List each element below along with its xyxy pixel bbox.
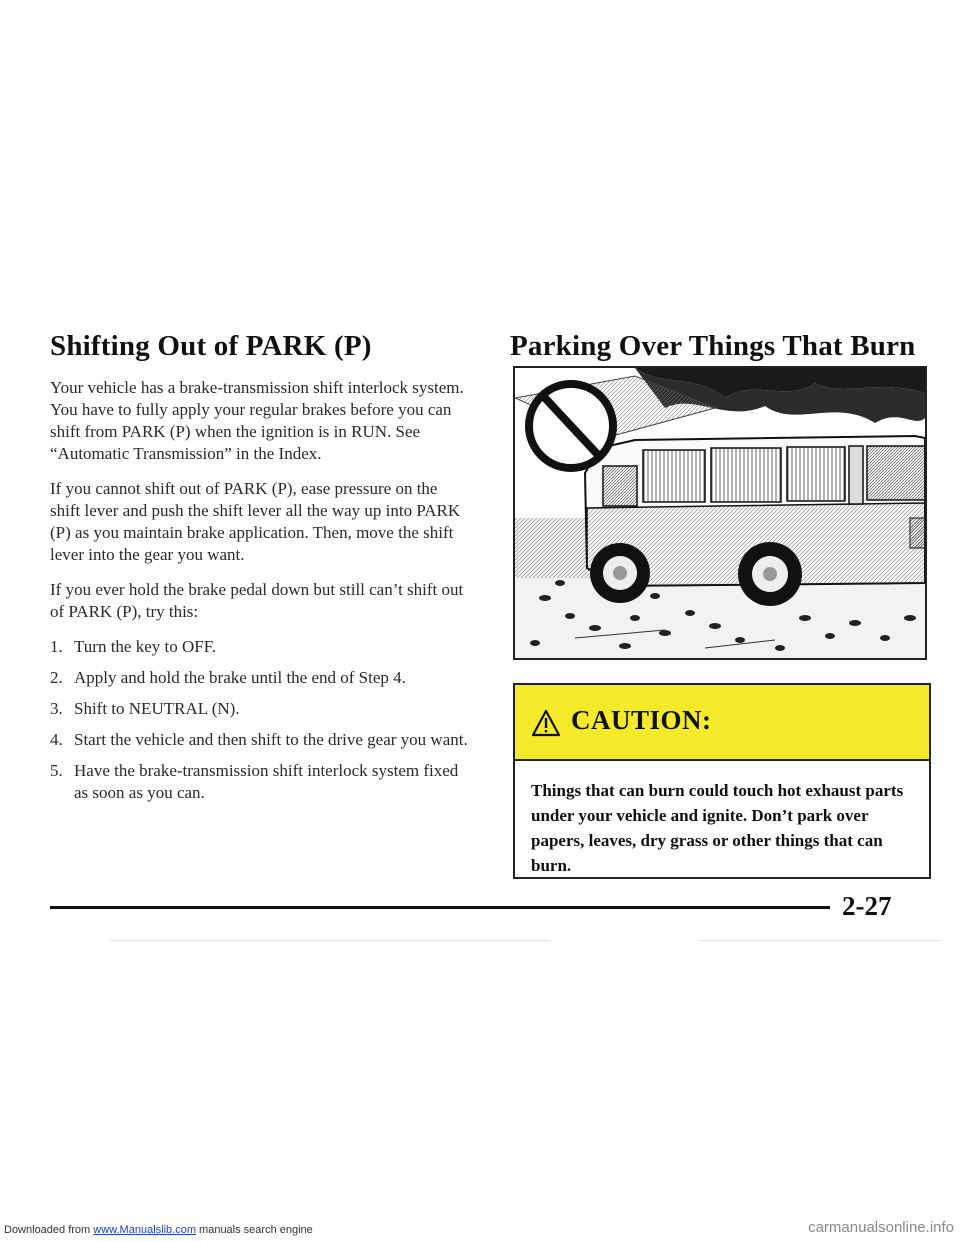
watermark-text: carmanualsonline.info — [808, 1219, 954, 1236]
section-heading-parking: Parking Over Things That Burn — [510, 330, 916, 362]
footer-rule — [50, 906, 830, 909]
warning-triangle-icon — [531, 709, 561, 737]
left-column — [50, 330, 470, 813]
scan-artifact-line — [110, 940, 550, 941]
paragraph-interlock: Your vehicle has a brake-transmission shift interlock system. You have to fully apply your regular brakes before you can shift from PARK (P) when the ignition is in RUN. See “Automatic Transmission” in the Index. — [50, 378, 464, 463]
download-header: Downloaded from www.Manualslib.com manuals search engine — [4, 1224, 313, 1236]
caution-header — [515, 685, 929, 761]
van-over-leaves-illustration — [513, 366, 927, 660]
list-item: 4. Start the vehicle and then shift to the drive gear you want. — [50, 730, 468, 749]
van-illustration-svg — [515, 368, 925, 658]
scan-artifact-line — [700, 940, 940, 941]
list-item: 3. Shift to NEUTRAL (N). — [50, 699, 240, 718]
caution-box — [513, 683, 931, 879]
paragraph-ease-pressure: If you cannot shift out of PARK (P), ease pressure on the shift lever and push the shift lever all the way up into PARK (P) as you maintain brake application. Then, move the shift lever into the gear you want. — [50, 479, 461, 564]
caution-text: Things that can burn could touch hot exhaust parts under your vehicle and ignite. Don’t park over papers, leaves, dry grass or other things that can burn. — [531, 781, 904, 875]
no-symbol-icon — [529, 384, 613, 468]
steps-list — [50, 636, 470, 804]
list-item: 5. Have the brake-transmission shift interlock system fixed as soon as you can. — [50, 761, 459, 802]
manualslib-link[interactable]: www.Manualslib.com — [93, 1224, 196, 1236]
caution-title: CAUTION: — [571, 705, 712, 735]
section-heading-shifting: Shifting Out of PARK (P) — [50, 330, 372, 362]
list-item: 1. Turn the key to OFF. — [50, 637, 217, 656]
paragraph-try-this: If you ever hold the brake pedal down but still can’t shift out of PARK (P), try this: — [50, 580, 464, 621]
page-number: 2-27 — [842, 891, 892, 921]
list-item: 2. Apply and hold the brake until the end of Step 4. — [50, 668, 406, 687]
